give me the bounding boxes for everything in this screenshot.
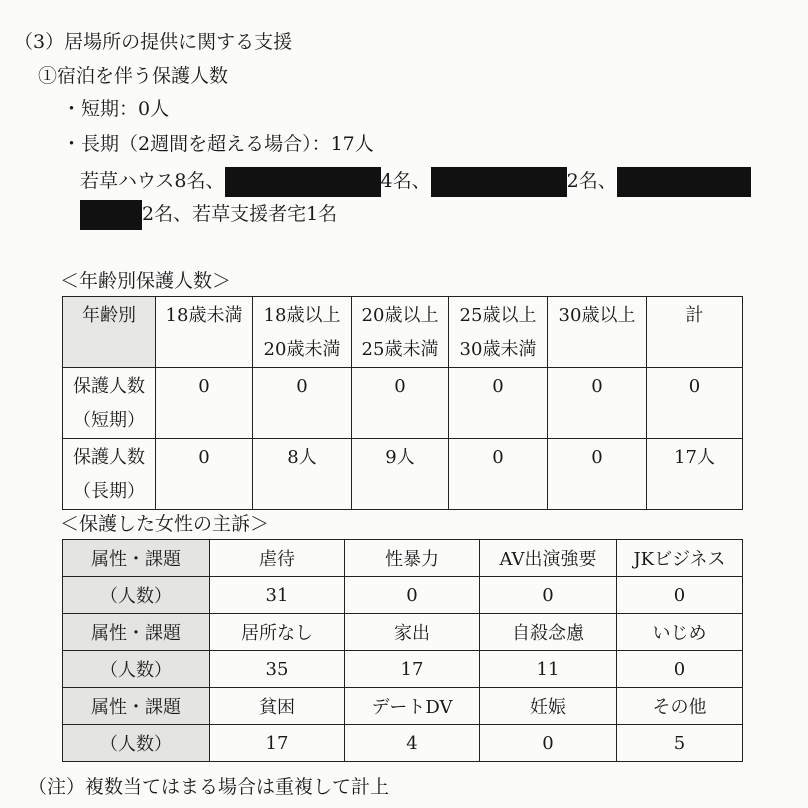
issue-item-cell: 虐待 bbox=[210, 540, 345, 577]
issue-count-cell: 0 bbox=[617, 651, 743, 688]
issue-count-cell: 31 bbox=[210, 577, 345, 614]
issue-item-cell: デートDV bbox=[345, 688, 480, 725]
count-label-cell: （人数） bbox=[63, 725, 210, 762]
age-value-cell: 0 bbox=[548, 439, 647, 510]
detail-line-1 bbox=[80, 167, 751, 197]
age-header-cell bbox=[548, 297, 647, 368]
issue-item-cell: JKビジネス bbox=[617, 540, 743, 577]
table-row bbox=[63, 725, 743, 762]
age-row-label-cell bbox=[63, 368, 156, 439]
age-header-cell bbox=[449, 297, 548, 368]
table-row bbox=[63, 688, 743, 725]
age-header-line1: 18歳以上 bbox=[263, 305, 341, 326]
issue-count-cell: 0 bbox=[480, 725, 617, 762]
issue-count-cell: 0 bbox=[480, 577, 617, 614]
table-row bbox=[63, 540, 743, 577]
issue-count-cell: 11 bbox=[480, 651, 617, 688]
table-row bbox=[63, 651, 743, 688]
table-row bbox=[63, 297, 743, 368]
age-value-cell: 8人 bbox=[253, 439, 352, 510]
age-value-cell: 0 bbox=[253, 368, 352, 439]
issue-count-cell: 17 bbox=[345, 651, 480, 688]
redaction-block-3 bbox=[617, 167, 751, 197]
footnote: （注）複数当てはまる場合は重複して計上 bbox=[28, 776, 390, 798]
issue-table bbox=[62, 539, 743, 762]
attr-label-cell: 属性・課題 bbox=[63, 540, 210, 577]
count-label-cell: （人数） bbox=[63, 577, 210, 614]
detail-text-1: 若草ハウス8名、 bbox=[80, 170, 225, 192]
redaction-block-2 bbox=[431, 167, 567, 197]
attr-label-cell: 属性・課題 bbox=[63, 688, 210, 725]
age-row-label-cell bbox=[63, 439, 156, 510]
age-row-label-line2: （短期） bbox=[73, 410, 145, 431]
count-label-cell: （人数） bbox=[63, 651, 210, 688]
age-value-cell: 0 bbox=[352, 368, 449, 439]
subheading: ①宿泊を伴う保護人数 bbox=[38, 65, 229, 87]
age-value-cell: 0 bbox=[156, 368, 253, 439]
age-header-line1: 20歳以上 bbox=[361, 305, 439, 326]
detail-text-4: 2名、若草支援者宅1名 bbox=[142, 203, 338, 225]
age-table bbox=[62, 296, 743, 510]
age-header-line2: 30歳未満 bbox=[459, 339, 537, 360]
issue-item-cell: いじめ bbox=[617, 614, 743, 651]
issue-count-cell: 0 bbox=[617, 577, 743, 614]
issue-item-cell: 妊娠 bbox=[480, 688, 617, 725]
issue-item-cell: 自殺念慮 bbox=[480, 614, 617, 651]
age-table-title: ＜年齢別保護人数＞ bbox=[60, 270, 232, 292]
issue-item-cell: 家出 bbox=[345, 614, 480, 651]
age-value-cell: 0 bbox=[156, 439, 253, 510]
redaction-block-1 bbox=[225, 167, 381, 197]
age-header-line1: 30歳以上 bbox=[558, 305, 636, 326]
age-row-label-line1: 保護人数 bbox=[73, 447, 145, 468]
age-header-cell bbox=[352, 297, 449, 368]
redaction-block-4 bbox=[80, 200, 142, 230]
table-row bbox=[63, 368, 743, 439]
issue-item-cell: その他 bbox=[617, 688, 743, 725]
detail-text-3: 2名、 bbox=[566, 170, 617, 192]
age-value-cell: 0 bbox=[548, 368, 647, 439]
issue-item-cell: 貧困 bbox=[210, 688, 345, 725]
age-value-cell: 17人 bbox=[647, 439, 743, 510]
issue-count-cell: 5 bbox=[617, 725, 743, 762]
issue-count-cell: 17 bbox=[210, 725, 345, 762]
table-row bbox=[63, 439, 743, 510]
issue-item-cell: AV出演強要 bbox=[480, 540, 617, 577]
age-header-line2: 20歳未満 bbox=[263, 339, 341, 360]
issue-table-title: ＜保護した女性の主訴＞ bbox=[60, 513, 270, 535]
age-value-cell: 0 bbox=[647, 368, 743, 439]
age-header-cell bbox=[647, 297, 743, 368]
issue-item-cell: 居所なし bbox=[210, 614, 345, 651]
age-header-line1: 25歳以上 bbox=[459, 305, 537, 326]
issue-item-cell: 性暴力 bbox=[345, 540, 480, 577]
age-header-line2: 25歳未満 bbox=[361, 339, 439, 360]
bullet-long-term: ・長期（2週間を超える場合）：17人 bbox=[62, 133, 374, 155]
issue-count-cell: 0 bbox=[345, 577, 480, 614]
table-row bbox=[63, 614, 743, 651]
age-value-cell: 0 bbox=[449, 368, 548, 439]
age-header-cell bbox=[253, 297, 352, 368]
age-row-label-line2: （長期） bbox=[73, 481, 145, 502]
age-header-line1: 18歳未満 bbox=[165, 305, 243, 326]
age-header-cell bbox=[156, 297, 253, 368]
age-corner-cell bbox=[63, 297, 156, 368]
section-heading: （3）居場所の提供に関する支援 bbox=[14, 31, 293, 53]
age-value-cell: 0 bbox=[449, 439, 548, 510]
detail-line-2 bbox=[80, 200, 337, 230]
issue-count-cell: 35 bbox=[210, 651, 345, 688]
age-value-cell: 9人 bbox=[352, 439, 449, 510]
age-row-label-line1: 保護人数 bbox=[73, 376, 145, 397]
age-corner-label: 年齢別 bbox=[82, 305, 136, 326]
table-row bbox=[63, 577, 743, 614]
age-header-line1: 計 bbox=[685, 305, 704, 326]
bullet-short-term: ・短期：0人 bbox=[62, 98, 170, 120]
issue-count-cell: 4 bbox=[345, 725, 480, 762]
attr-label-cell: 属性・課題 bbox=[63, 614, 210, 651]
detail-text-2: 4名、 bbox=[380, 170, 431, 192]
